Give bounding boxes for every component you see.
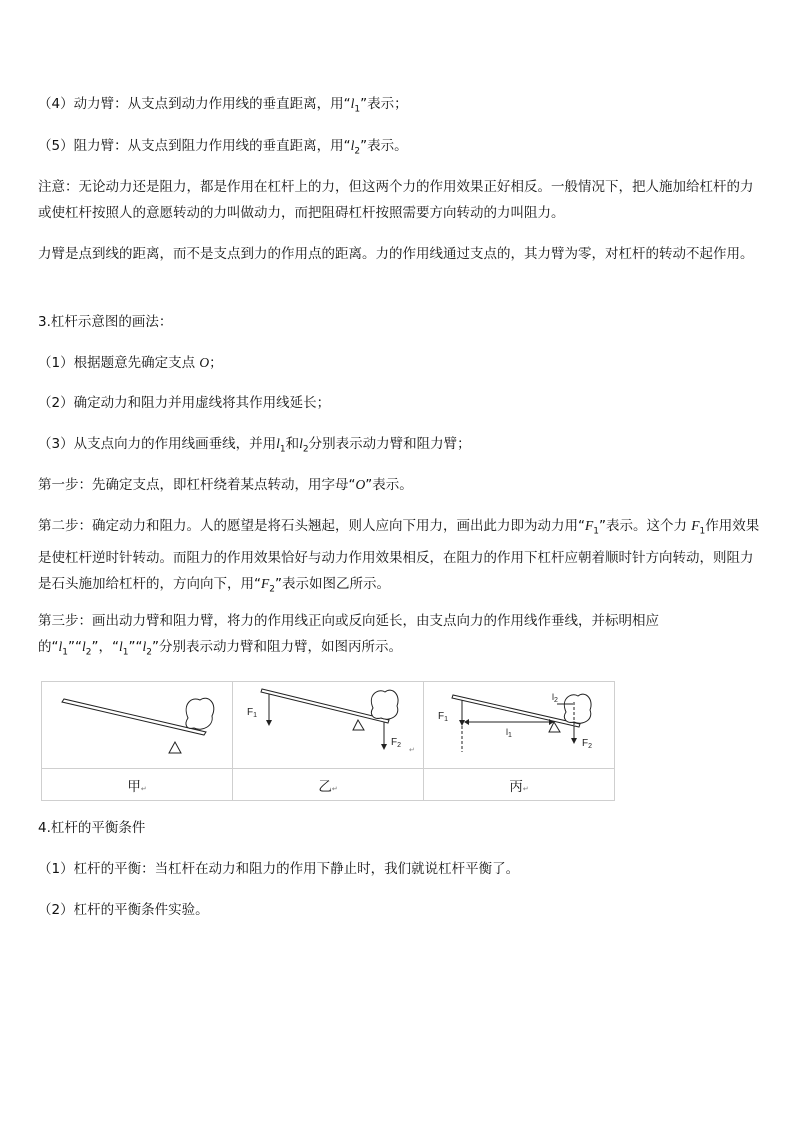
symbol-l: l (142, 639, 147, 654)
text: （4）动力臂：从支点到动力作用线的垂直距离，用“ (38, 96, 351, 112)
step-two (38, 513, 760, 602)
stone (564, 694, 591, 723)
text: （3）从支点向力的作用线画垂线，并用 (38, 436, 277, 452)
paragraph-note: 注意：无论动力还是阻力，都是作用在杠杆上的力，但这两个力的作用效果正好相反。一般情况下，把人施加给杠杆的力或使杠杆按照人的意愿转动的力叫做动力，而把阻碍杠杆按照需要方向转动的力叫阻力。 (38, 179, 754, 221)
return-mark: ↵ (522, 784, 529, 793)
text: ”“ (128, 639, 143, 655)
text: （1）根据题意先确定支点 (38, 355, 200, 371)
symbol-l: l (276, 436, 280, 451)
section-heading-3: 3.杠杆示意图的画法： (38, 314, 173, 330)
text: 第一步：先确定支点，即杠杆绕着某点转动，用字母“ (38, 477, 356, 493)
section-heading-4: 4.杠杆的平衡条件 (38, 820, 146, 836)
lever-bar (62, 699, 206, 735)
subscript: 1 (593, 526, 599, 537)
return-mark: ↵ (140, 784, 147, 793)
symbol-f: F (261, 575, 270, 591)
fulcrum (353, 720, 364, 730)
lever-bar (261, 689, 389, 723)
symbol-l: l (299, 436, 303, 451)
figure-caption-jia: 甲↵ (42, 769, 233, 801)
text: ”分别表示动力臂和阻力臂，如图丙所示。 (152, 639, 402, 655)
figure-caption-yi: 乙↵ (233, 769, 424, 801)
subscript: 1 (279, 444, 286, 455)
lever-diagram-jia (42, 682, 232, 764)
symbol-l: l (350, 138, 355, 153)
symbol-f: F (585, 518, 594, 533)
text: ”表示； (360, 96, 408, 112)
subscript: 1 (62, 647, 68, 658)
arrowhead-left-icon (464, 719, 469, 725)
text: 第二步：确定动力和阻力。人的愿望是将石头翘起，则人应向下用力，画出此力即为动力用“ (38, 518, 585, 534)
return-mark: ↵ (331, 784, 338, 793)
text: 第三步：画出动力臂和阻力臂，将力的作用线正向或反向延长，由支点向力的作用线作垂线，并标明相应的“ (38, 613, 659, 655)
arrowhead-down-icon (571, 738, 577, 744)
stone (371, 690, 398, 719)
lever-figure-table (41, 681, 615, 801)
subscript: 1 (122, 647, 129, 658)
subscript: 1 (354, 104, 361, 115)
text: ”“ (68, 639, 82, 655)
balance-item-2: （2）杠杆的平衡条件实验。 (38, 902, 209, 918)
label-f2: $F_2$ (391, 737, 402, 749)
symbol-l: l (350, 96, 355, 111)
step-one (38, 472, 758, 498)
text: ”表示如图乙所示。 (274, 575, 390, 592)
subscript: 2 (302, 444, 309, 455)
stone (186, 698, 214, 729)
text: 作用效果是使杠杆逆时针转动。而阻力的作用效果恰好与动力作用效果相反，在阻力的作用下杠杆应朝着顺时针方向转动，则阻力是石头施加给杠杆的，方向向下，用“ (38, 518, 760, 592)
figure-cell-bing (424, 682, 615, 769)
step-three (38, 608, 760, 666)
paragraph-resistance-arm (38, 133, 758, 165)
figure-cell-yi (233, 682, 424, 769)
label-l1: $l_1$ (506, 727, 512, 739)
figure-cell-jia (42, 682, 233, 769)
label-f2: $F_2$ (582, 738, 593, 750)
text: ； (209, 355, 223, 371)
text: 和 (285, 436, 300, 452)
text: ”，“ (91, 639, 119, 655)
subscript: 2 (85, 647, 92, 658)
arrowhead-down-icon (381, 744, 387, 750)
arrowhead-down-icon (459, 720, 465, 726)
symbol-l: l (58, 639, 63, 654)
subscript: 2 (354, 146, 361, 157)
symbol-l: l (119, 639, 123, 654)
paragraph-power-arm (38, 91, 758, 123)
lever-diagram-bing (424, 682, 614, 764)
paragraph-arm-note: 力臂是点到线的距离，而不是支点到力的作用点的距离。力的作用线通过支点的，其力臂为零，对杠杆的转动不起作用。 (38, 246, 754, 262)
label-f1: $F_1$ (247, 707, 258, 719)
subscript: 2 (146, 647, 152, 658)
lever-diagram-yi (233, 682, 423, 764)
text: 分别表示动力臂和阻力臂； (308, 436, 471, 452)
label-f1: $F_1$ (438, 711, 449, 723)
figure-caption-bing: 丙↵ (424, 769, 615, 801)
step-item-2: （2）确定动力和阻力并用虚线将其作用线延长； (38, 395, 331, 411)
balance-item-1: （1）杠杆的平衡：当杠杆在动力和阻力的作用下静止时，我们就说杠杆平衡了。 (38, 861, 520, 877)
subscript: 2 (269, 584, 275, 595)
symbol-o: O (199, 355, 210, 370)
text: （5）阻力臂：从支点到阻力作用线的垂直距离，用“ (38, 138, 351, 154)
text: ”表示。 (365, 477, 413, 493)
return-mark: ↵ (409, 747, 415, 754)
fulcrum (169, 742, 181, 753)
symbol-l: l (82, 639, 86, 654)
step-item-3 (38, 431, 758, 463)
symbol-f: F (691, 518, 700, 533)
step-item-1 (38, 350, 758, 376)
subscript: 1 (699, 526, 706, 537)
label-l2: $l_2$ (552, 692, 558, 704)
symbol-o: O (355, 477, 366, 492)
arrowhead-down-icon (266, 720, 272, 726)
text: ”表示。 (360, 138, 408, 154)
text: ”表示。这个力 (598, 518, 692, 534)
